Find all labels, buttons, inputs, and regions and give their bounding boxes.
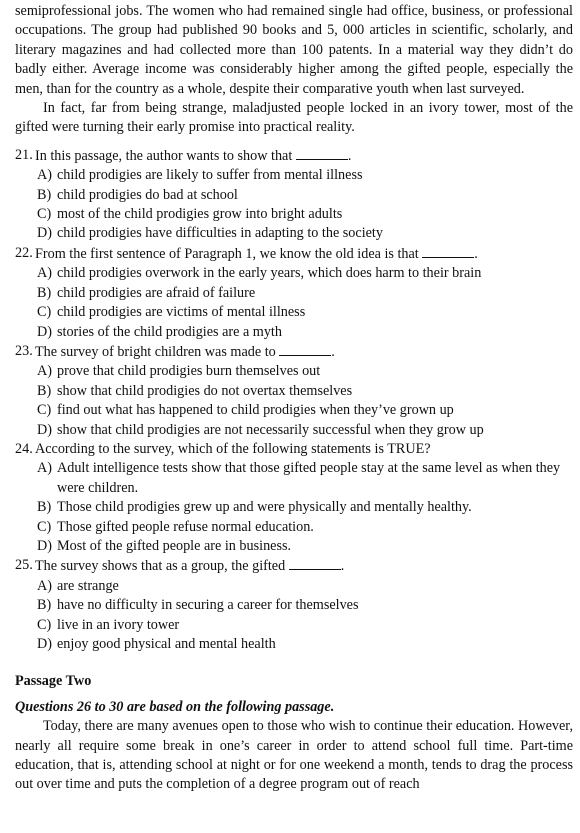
answer-option	[37, 166, 573, 185]
option-text: prove that child prodigies burn themselves out	[57, 363, 321, 380]
answer-option	[37, 459, 573, 498]
document-page	[15, 2, 573, 795]
answer-blank	[422, 244, 474, 258]
answer-blank	[279, 342, 331, 356]
answer-option	[37, 635, 573, 654]
option-list	[15, 459, 573, 556]
option-text: child prodigies have difficulties in adapting to the society	[57, 225, 383, 242]
option-list	[15, 577, 573, 655]
question-number: 23.	[15, 342, 33, 359]
option-text: child prodigies are victims of mental illness	[57, 304, 306, 321]
answer-option	[37, 284, 573, 303]
option-letter: D)	[37, 323, 52, 340]
option-text: Those child prodigies grew up and were physically and mentally healthy.	[57, 499, 472, 516]
question-stem: In this passage, the author wants to show that	[35, 147, 293, 164]
option-text: show that child prodigies do not overtax themselves	[57, 382, 353, 399]
option-text: Adult intelligence tests show that those gifted people stay at the same level as when they were children.	[57, 460, 561, 496]
option-letter: C)	[37, 402, 52, 419]
answer-option	[37, 401, 573, 420]
option-text: show that child prodigies are not necessarily successful when they grow up	[57, 421, 484, 438]
option-letter: A)	[37, 460, 52, 477]
option-letter: D)	[37, 537, 52, 554]
answer-option	[37, 537, 573, 556]
question-punctuation: .	[331, 343, 335, 360]
option-letter: C)	[37, 304, 52, 321]
option-letter: D)	[37, 421, 52, 438]
answer-option	[37, 303, 573, 322]
option-letter: A)	[37, 363, 52, 380]
option-text: most of the child prodigies grow into bright adults	[57, 206, 343, 223]
option-text: have no difficulty in securing a career for themselves	[57, 597, 359, 614]
option-letter: D)	[37, 636, 52, 652]
option-list	[15, 362, 573, 440]
option-list	[15, 264, 573, 342]
question-item	[15, 342, 573, 362]
option-letter: C)	[37, 206, 52, 223]
answer-option	[37, 596, 573, 615]
option-text: child prodigies overwork in the early years, which does harm to their brain	[57, 265, 482, 282]
option-letter: B)	[37, 284, 52, 301]
option-letter: A)	[37, 265, 52, 282]
answer-option	[37, 498, 573, 517]
option-text: enjoy good physical and mental health	[57, 636, 276, 652]
option-letter: C)	[37, 616, 52, 633]
option-text: stories of the child prodigies are a myth	[57, 323, 282, 340]
answer-blank	[296, 146, 348, 160]
passage-paragraph: Today, there are many avenues open to those who wish to continue their education. However, nearly all require some break in one’s career in order to attend school full time. Part-time education, that is, attending school at night or for one weekend a month, tends to drag the process out over time and puts the completion of a degree program out of reach	[15, 718, 573, 793]
answer-option	[37, 186, 573, 205]
section-instruction: Questions 26 to 30 are based on the following passage.	[15, 698, 335, 715]
question-punctuation: .	[347, 147, 352, 164]
option-text: find out what has happened to child prodigies when they’ve grown up	[57, 402, 454, 419]
question-punctuation: .	[340, 558, 345, 575]
answer-option	[37, 323, 573, 342]
question-item	[15, 556, 573, 576]
option-text: child prodigies are afraid of failure	[57, 284, 256, 301]
question-stem: The survey shows that as a group, the gifted	[35, 558, 286, 575]
answer-option	[37, 518, 573, 537]
option-text: child prodigies are likely to suffer from mental illness	[57, 167, 363, 184]
question-stem: The survey of bright children was made to	[35, 343, 276, 360]
passage-paragraph: In fact, far from being strange, maladjusted people locked in an ivory tower, most of the gifted were turning their early promise into practical reality.	[15, 100, 573, 136]
question-number: 21.	[15, 146, 33, 163]
answer-option	[37, 382, 573, 401]
option-text: live in an ivory tower	[57, 616, 180, 633]
option-letter: B)	[37, 186, 52, 203]
option-letter: C)	[37, 518, 52, 535]
option-letter: B)	[37, 597, 52, 614]
answer-option	[37, 577, 573, 596]
question-number: 24.	[15, 440, 33, 457]
answer-option	[37, 421, 573, 440]
answer-option	[37, 224, 573, 243]
answer-option	[37, 616, 573, 635]
question-stem: From the first sentence of Paragraph 1, we know the old idea is that	[35, 245, 419, 262]
question-number: 22.	[15, 244, 33, 261]
question-item	[15, 244, 573, 264]
question-item	[15, 440, 573, 459]
option-letter: B)	[37, 382, 52, 399]
section-heading: Passage Two	[15, 673, 92, 690]
answer-option	[37, 205, 573, 224]
option-letter: D)	[37, 225, 52, 242]
option-letter: A)	[37, 577, 52, 594]
option-text: Most of the gifted people are in business.	[57, 537, 292, 554]
question-stem: According to the survey, which of the following statements is TRUE?	[35, 440, 431, 457]
option-text: Those gifted people refuse normal education.	[57, 518, 314, 535]
question-punctuation: .	[474, 245, 478, 262]
option-list	[15, 166, 573, 244]
answer-option	[37, 362, 573, 381]
option-letter: A)	[37, 167, 52, 184]
question-list	[15, 146, 573, 655]
question-number: 25.	[15, 557, 33, 574]
answer-option	[37, 264, 573, 283]
passage-paragraph: semiprofessional jobs. The women who had remained single had office, business, or professional occupations. The group had published 90 books and 5, 000 articles in scientific, scholarly, and literary magazines and had collected more than 100 patents. In a material way they didn’t do badly either. Average income was considerably higher among the gifted people, especially the men, than for the country as a whole, despite their comparative youth when last surveyed.	[15, 3, 573, 97]
option-text: are strange	[57, 577, 119, 594]
option-text: child prodigies do bad at school	[57, 186, 238, 203]
option-letter: B)	[37, 499, 52, 516]
question-item	[15, 146, 573, 166]
answer-blank	[289, 556, 341, 570]
